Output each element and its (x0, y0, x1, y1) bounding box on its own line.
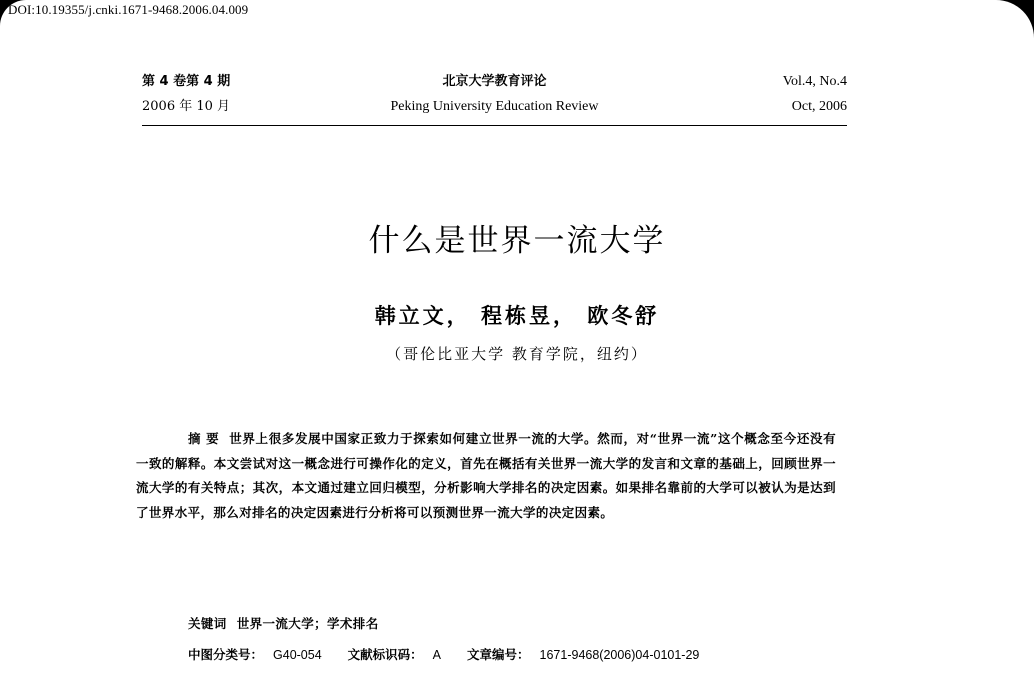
keywords-label: 关键词 (188, 616, 227, 631)
author-affiliation: （哥伦比亚大学 教育学院，纽约） (386, 345, 648, 363)
document-code-value: A (432, 648, 442, 662)
header-right (783, 69, 847, 119)
abstract-text: 世界上很多发展中国家正致力于探索如何建立世界一流的大学。然而，对“世界一流”这个概念至今还没有一致的解释。本文尝试对这一概念进行可操作化的定义，首先在概括有关世界一流大学的发言和文章的基础上，回顾世界一流大学的有关特点；其次，本文通过建立回归模型，分析影响大学排名的决定因素。如果排名靠前的大学可以被认为是达到了世界水平，那么对排名的决定因素进行分析将可以预测世界一流大学的决定因素。 (136, 431, 836, 520)
header-center (142, 69, 847, 119)
keywords-text: 世界一流大学；学术排名 (236, 616, 379, 631)
article-authors: 韩立文， 程栋昱， 欧冬舒 (374, 303, 660, 328)
header-rule (142, 125, 847, 126)
clc-label: 中图分类号： (188, 647, 264, 662)
article-number-value: 1671-9468(2006)04-0101-29 (539, 648, 700, 662)
journal-header (142, 69, 847, 131)
abstract (136, 427, 836, 525)
journal-name-en: Peking University Education Review (390, 99, 599, 114)
volume-issue-cn: 第 4 卷第 4 期 (142, 74, 231, 89)
publication-date-cn: 2006 年 10 月 (142, 99, 231, 114)
volume-issue-en: Vol.4, No.4 (782, 74, 847, 89)
classification-line (136, 643, 856, 667)
abstract-label: 摘 要 (188, 431, 220, 446)
journal-name-cn: 北京大学教育评论 (442, 74, 547, 89)
article-title: 什么是世界一流大学 (368, 223, 666, 259)
document-code-label: 文献标识码： (347, 647, 423, 662)
clc-value: G40-054 (273, 648, 322, 662)
publication-date-en: Oct, 2006 (791, 99, 847, 114)
doi-line: DOI:10.19355/j.cnki.1671-9468.2006.04.009 (8, 2, 249, 17)
article-number-label: 文章编号： (467, 647, 530, 662)
keywords (136, 612, 836, 636)
